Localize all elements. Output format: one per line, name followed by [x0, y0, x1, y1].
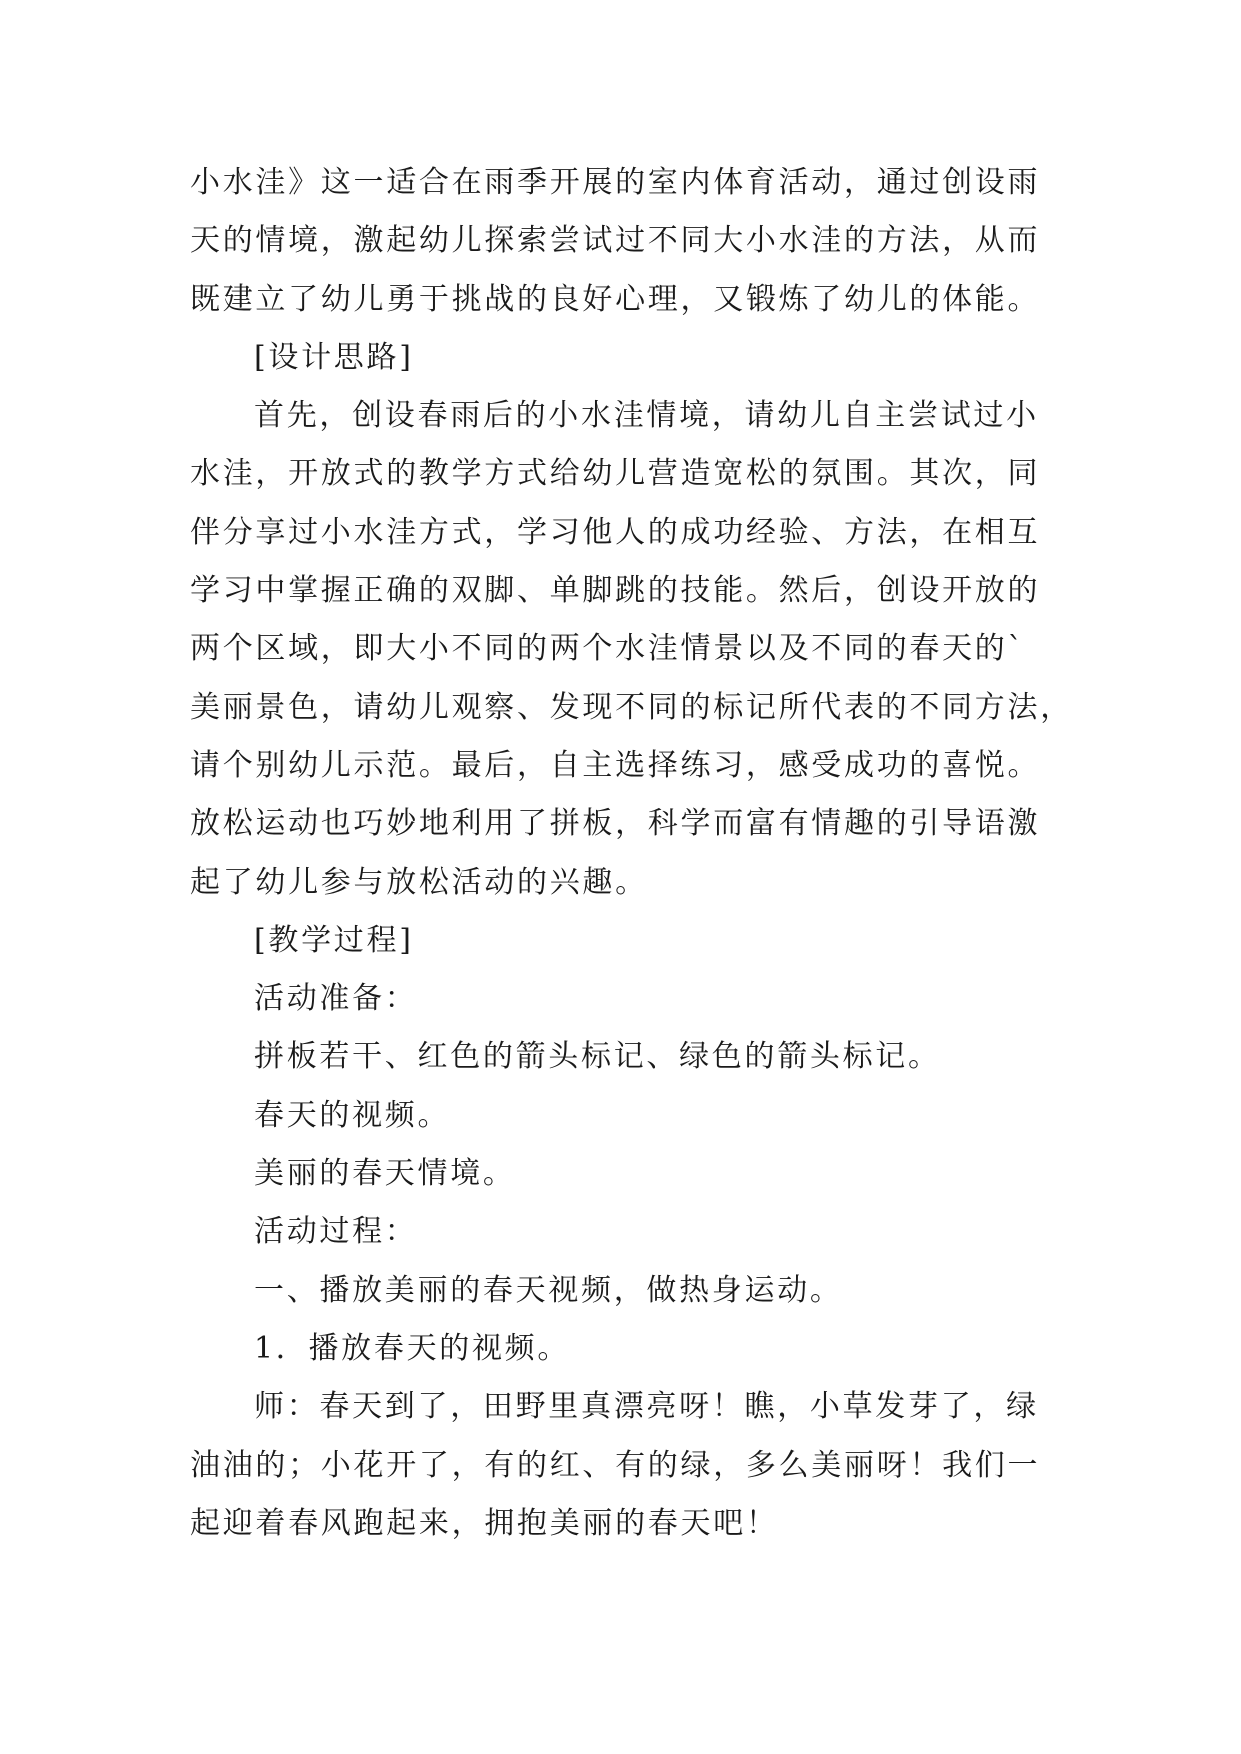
text-line: 两个区域，即大小不同的两个水洼情景以及不同的春天的`: [190, 631, 1026, 667]
text-line: 学习中掌握正确的双脚、单脚跳的技能。然后，创设开放的: [190, 573, 1041, 609]
text-line: 放松运动也巧妙地利用了拼板，科学而富有情趣的引导语激: [190, 806, 1041, 842]
text-line: 拼板若干、红色的箭头标记、绿色的箭头标记。: [254, 1039, 941, 1075]
text-line: 活动过程：: [254, 1214, 418, 1250]
text-line: 起迎着春风跑起来，拥抱美丽的春天吧！: [190, 1505, 779, 1541]
text-line: [设计思路]: [254, 339, 414, 375]
text-line: 美丽景色，请幼儿观察、发现不同的标记所代表的不同方法，: [190, 689, 1073, 725]
text-line: 首先，创设春雨后的小水洼情境，请幼儿自主尝试过小: [254, 398, 1039, 434]
text-line: 师：春天到了，田野里真漂亮呀！瞧，小草发芽了，绿: [254, 1389, 1039, 1425]
text-line: 既建立了幼儿勇于挑战的良好心理，又锻炼了幼儿的体能。: [190, 281, 1041, 317]
text-line: 小水洼》这一适合在雨季开展的室内体育活动，通过创设雨: [190, 165, 1041, 200]
text-line: 春天的视频。: [254, 1097, 451, 1133]
text-line: 天的情境，激起幼儿探索尝试过不同大小水洼的方法，从而: [190, 223, 1041, 259]
text-line: 1．播放春天的视频。: [254, 1330, 571, 1366]
text-line: [教学过程]: [254, 922, 414, 958]
text-line: 伴分享过小水洼方式，学习他人的成功经验、方法，在相互: [190, 514, 1041, 550]
document-body: [190, 154, 1073, 1553]
text-line: 请个别幼儿示范。最后，自主选择练习，感受成功的喜悦。: [190, 747, 1041, 783]
text-line: 油油的；小花开了，有的红、有的绿，多么美丽呀！我们一: [190, 1447, 1041, 1483]
text-line: 活动准备：: [254, 981, 418, 1017]
text-line: 一、播放美丽的春天视频，做热身运动。: [254, 1272, 843, 1308]
text-line: 水洼，开放式的教学方式给幼儿营造宽松的氛围。其次，同: [190, 456, 1041, 492]
text-line: 起了幼儿参与放松活动的兴趣。: [190, 864, 648, 900]
text-line: 美丽的春天情境。: [254, 1156, 516, 1192]
